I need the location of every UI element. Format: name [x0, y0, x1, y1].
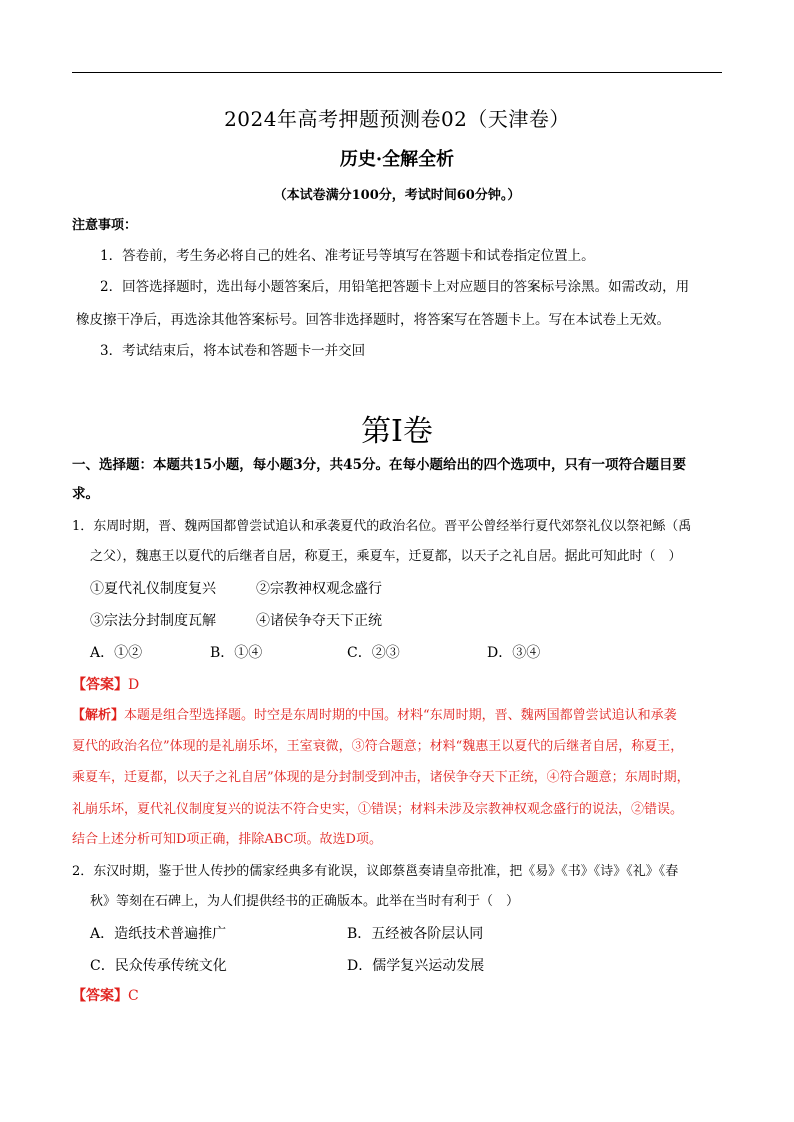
- q1-answer: [72, 675, 139, 695]
- q1-analysis-1: [72, 706, 677, 726]
- answer-label: 【答案】: [72, 988, 128, 1004]
- analysis-label: 【解析】: [72, 708, 125, 723]
- q2-option-a: A．造纸技术普遍推广: [90, 926, 227, 942]
- part-title: 第Ⅰ卷: [361, 414, 433, 449]
- q1-option-a: A．①②: [90, 645, 143, 661]
- q1-statement-3: ③宗法分封制度瓦解: [90, 613, 216, 629]
- section-heading: 一、选择题：本题共15小题，每小题3分，共45分。在每小题给出的四个选项中，只有一项符合题目要: [72, 457, 686, 473]
- answer-label: 【答案】: [72, 677, 128, 693]
- answer-value: D: [128, 677, 140, 693]
- notice-item-1: 1．答卷前，考生务必将自己的姓名、准考证号等填写在答题卡和试卷指定位置上。: [100, 248, 595, 264]
- notice-item-2-cont: 橡皮擦干净后，再选涂其他答案标号。回答非选择题时，将答案写在答题卡上。写在本试卷上无效。: [76, 312, 670, 328]
- q1-stem-cont: 之父），魏惠王以夏代的后继者自居，称夏王，乘夏车，迁夏都，以天子之礼自居。据此可知此时（ ）: [90, 549, 682, 564]
- q1-option-d: D．③④: [487, 645, 541, 661]
- q1-analysis-5: 结合上述分析可知D项正确，排除ABC项。故选D项。: [72, 832, 382, 847]
- exam-info: （本试卷满分100分，考试时间60分钟。）: [273, 188, 521, 203]
- analysis-text: 本题是组合型选择题。时空是东周时期的中国。材料“东周时期，晋、魏两国都曾尝试追认和承袭: [124, 708, 677, 723]
- section-heading-cont: 求。: [72, 486, 99, 502]
- page-subtitle: 历史·全解全析: [339, 149, 455, 170]
- q1-statement-1: ①夏代礼仪制度复兴: [90, 581, 216, 597]
- q2-option-d: D．儒学复兴运动发展: [347, 958, 485, 974]
- header-rule: [72, 72, 722, 73]
- q2-option-c: C．民众传承传统文化: [90, 958, 227, 974]
- q1-option-b: B．①④: [210, 645, 263, 661]
- q2-stem: 2．东汉时期，鉴于世人传抄的儒家经典多有讹误，议郎蔡邕奏请皇帝批准，把《易》《书》《诗》《礼》《春: [72, 864, 679, 879]
- answer-value: C: [128, 988, 139, 1004]
- notice-heading: 注意事项：: [72, 218, 138, 233]
- notice-item-2: 2．回答选择题时，选出每小题答案后，用铅笔把答题卡上对应题目的答案标号涂黑。如需改动，用: [100, 279, 690, 295]
- q1-statement-2: ②宗教神权观念盛行: [256, 581, 382, 597]
- q1-option-c: C．②③: [347, 645, 400, 661]
- q1-analysis-2: 夏代的政治名位”体现的是礼崩乐坏，王室衰微，③符合题意；材料“魏惠王以夏代的后继者自居，称夏王，: [72, 739, 684, 754]
- q1-analysis-3: 乘夏车，迁夏都，以天子之礼自居”体现的是分封制受到冲击，诸侯争夺天下正统，④符合题意；东周时期，: [72, 770, 690, 785]
- page-title: 2024年高考押题预测卷02（天津卷）: [224, 107, 570, 131]
- q2-option-b: B．五经被各阶层认同: [347, 926, 484, 942]
- q1-analysis-4: 礼崩乐坏，夏代礼仪制度复兴的说法不符合史实，①错误；材料未涉及宗教神权观念盛行的说法，②错误。: [72, 802, 684, 817]
- q2-answer: [72, 986, 139, 1006]
- q2-stem-cont: 秋》等刻在石碑上，为人们提供经书的正确版本。此举在当时有利于（ ）: [90, 894, 520, 909]
- q1-statement-4: ④诸侯争夺天下正统: [256, 613, 382, 629]
- q1-stem: 1．东周时期，晋、魏两国都曾尝试追认和承袭夏代的政治名位。晋平公曾经举行夏代郊祭礼仪以祭祀鲧（禹: [72, 519, 692, 534]
- notice-item-3: 3．考试结束后，将本试卷和答题卡一并交回: [100, 343, 366, 359]
